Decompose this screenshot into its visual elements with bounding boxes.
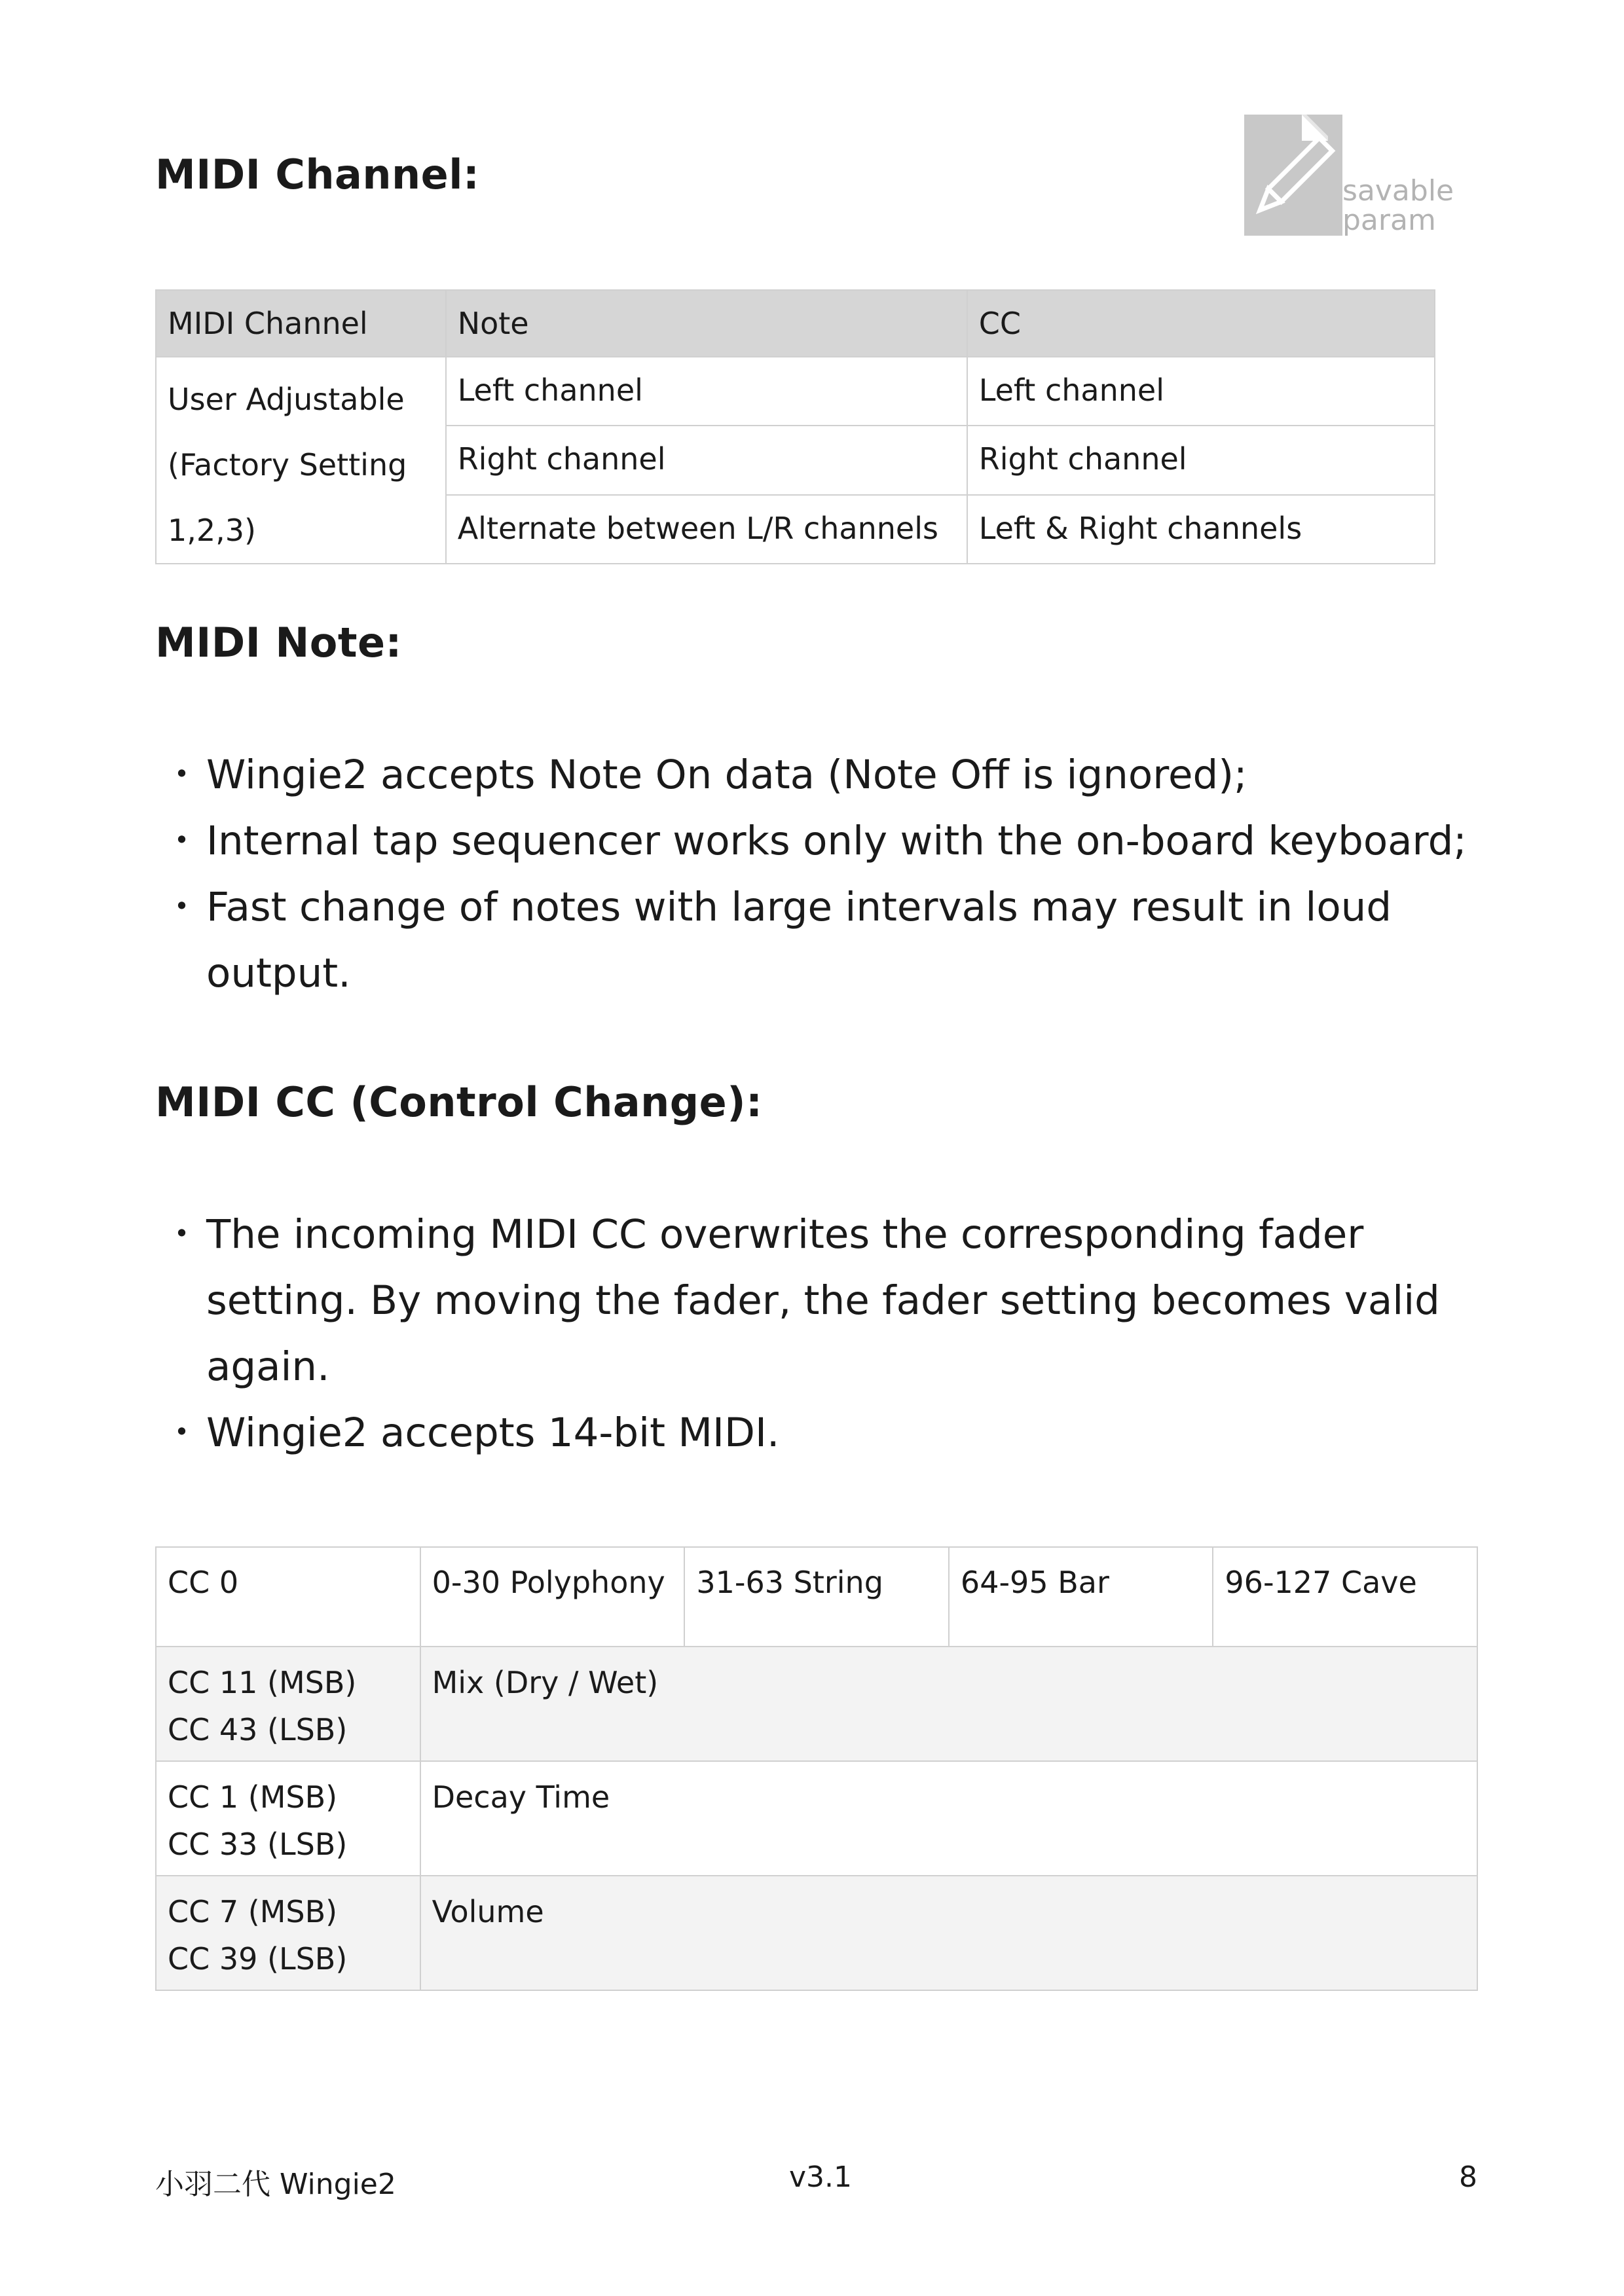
cc-lsb: CC 43 (LSB) (168, 1712, 348, 1747)
cc-range-cell: 96-127 Cave (1213, 1547, 1477, 1647)
midi-note-list (162, 742, 1498, 1006)
note-cell: Alternate between L/R channels (446, 495, 967, 564)
cc-msb: CC 11 (MSB) (168, 1665, 357, 1700)
cc-msb: CC 1 (MSB) (168, 1779, 338, 1815)
section-title-midi-note: MIDI Note: (155, 619, 402, 666)
cc-param-cell: Mix (Dry / Wet) (420, 1647, 1477, 1761)
table-row (156, 1876, 1477, 1990)
cc-lsb: CC 39 (LSB) (168, 1941, 348, 1977)
table-row (156, 357, 1435, 426)
header-cell: MIDI Channel (156, 290, 446, 357)
header-cell: Note (446, 290, 967, 357)
cc-param-cell: Volume (420, 1876, 1477, 1990)
list-item: ・ The incoming MIDI CC overwrites the corresponding fader setting. By moving the fader, the fader setting becomes valid again. (162, 1201, 1470, 1400)
cc-lsb: CC 33 (LSB) (168, 1827, 348, 1862)
cc-number-cell (156, 1761, 420, 1876)
footer-version: v3.1 (789, 2160, 853, 2194)
list-item: ・ Wingie2 accepts 14-bit MIDI. (162, 1400, 1498, 1466)
cell-line: (Factory Setting (168, 447, 407, 483)
midi-channel-table (155, 289, 1435, 564)
cc-number-cell (156, 1876, 420, 1990)
midi-cc-table (155, 1546, 1478, 1991)
section-title-midi-channel: MIDI Channel: (155, 151, 480, 198)
table-row (156, 1647, 1477, 1761)
cc-cell: Left channel (967, 357, 1435, 426)
midi-cc-list (162, 1201, 1498, 1466)
cc-range-cell: 0-30 Polyphony (420, 1547, 685, 1647)
cc-number-cell (156, 1647, 420, 1761)
note-cell: Right channel (446, 426, 967, 494)
cc-param-cell: Decay Time (420, 1761, 1477, 1876)
list-item: ・ Wingie2 accepts Note On data (Note Off is ignored); (162, 742, 1498, 808)
header-cell: CC (967, 290, 1435, 357)
footer-product-name: 小羽二代 Wingie2 (155, 2168, 396, 2201)
section-title-midi-cc: MIDI CC (Control Change): (155, 1078, 763, 1126)
cell-line: User Adjustable (168, 382, 405, 417)
cell-line: 1,2,3) (168, 513, 256, 548)
cc-cell: Right channel (967, 426, 1435, 494)
footer-page-number: 8 (1459, 2160, 1477, 2194)
note-cell: Left channel (446, 357, 967, 426)
list-item: ・ Internal tap sequencer works only with the on-board keyboard; (162, 808, 1498, 874)
cc-msb: CC 7 (MSB) (168, 1894, 338, 1929)
savable-param-logo (1244, 115, 1460, 239)
table-header-row (156, 290, 1435, 357)
cc-range-cell: 64-95 Bar (949, 1547, 1213, 1647)
logo-text-param: param (1342, 204, 1436, 237)
list-item: ・ Fast change of notes with large intervals may result in loud output. (162, 874, 1498, 1006)
logo-text-savable: savable (1342, 174, 1454, 208)
channel-mode-cell (156, 357, 446, 564)
table-row (156, 1547, 1477, 1647)
logo-page-icon (1244, 115, 1342, 236)
cc-cell: Left & Right channels (967, 495, 1435, 564)
cc-number-cell: CC 0 (156, 1547, 420, 1647)
table-row (156, 1761, 1477, 1876)
cc-range-cell: 31-63 String (684, 1547, 949, 1647)
